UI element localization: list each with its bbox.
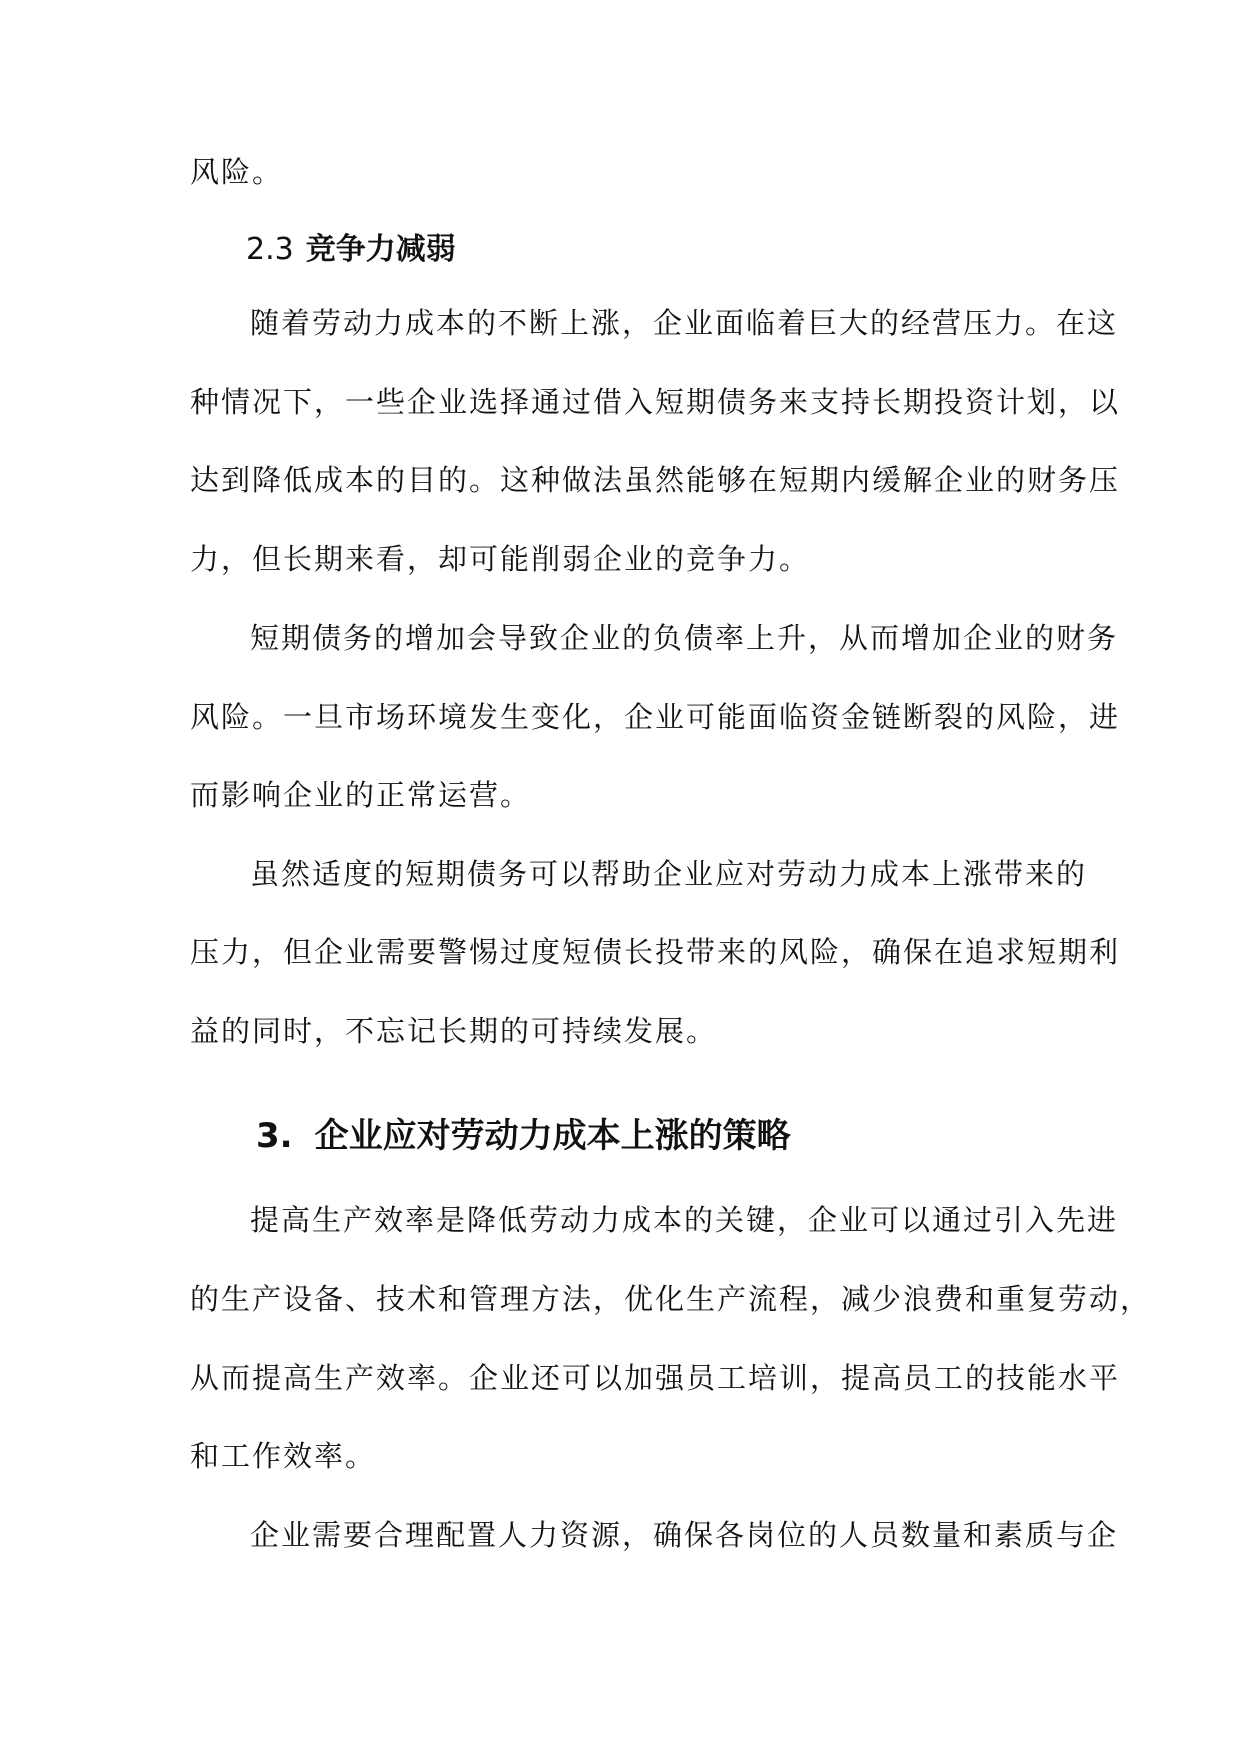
paragraph-line: 力，但长期来看，却可能削弱企业的竞争力。 — [190, 542, 811, 576]
paragraph-line: 随着劳动力成本的不断上涨，企业面临着巨大的经营压力。在这 — [250, 306, 1119, 340]
paragraph-line: 短期债务的增加会导致企业的负债率上升，从而增加企业的财务 — [250, 621, 1119, 655]
paragraph-line: 风险。 — [190, 155, 284, 189]
paragraph-line: 提高生产效率是降低劳动力成本的关键，企业可以通过引入先进 — [250, 1203, 1119, 1237]
section-title: 竞争力减弱 — [305, 232, 456, 267]
section-number: 2.3 — [246, 232, 294, 267]
paragraph-line: 企业需要合理配置人力资源，确保各岗位的人员数量和素质与企 — [250, 1518, 1119, 1552]
paragraph-line: 从而提高生产效率。企业还可以加强员工培训，提高员工的技能水平 — [190, 1361, 1121, 1395]
section-title: 企业应对劳动力成本上涨的策略 — [314, 1116, 791, 1156]
paragraph-line: 益的同时，不忘记长期的可持续发展。 — [190, 1014, 718, 1048]
paragraph-line: 压力，但企业需要警惕过度短债长投带来的风险，确保在追求短期利 — [190, 935, 1121, 969]
paragraph-line: 和工作效率。 — [190, 1439, 377, 1473]
paragraph-line: 而影响企业的正常运营。 — [190, 778, 532, 812]
paragraph-line: 的生产设备、技术和管理方法，优化生产流程，减少浪费和重复劳动， — [190, 1282, 1152, 1316]
section-heading-3 — [256, 1114, 791, 1158]
paragraph-line: 风险。一旦市场环境发生变化，企业可能面临资金链断裂的风险，进 — [190, 700, 1121, 734]
section-number: 3. — [256, 1116, 293, 1156]
paragraph-line: 虽然适度的短期债务可以帮助企业应对劳动力成本上涨带来的 — [250, 857, 1088, 891]
paragraph-line: 达到降低成本的目的。这种做法虽然能够在短期内缓解企业的财务压 — [190, 463, 1121, 497]
paragraph-line: 种情况下，一些企业选择通过借入短期债务来支持长期投资计划，以 — [190, 385, 1121, 419]
section-heading-2-3 — [246, 230, 456, 270]
